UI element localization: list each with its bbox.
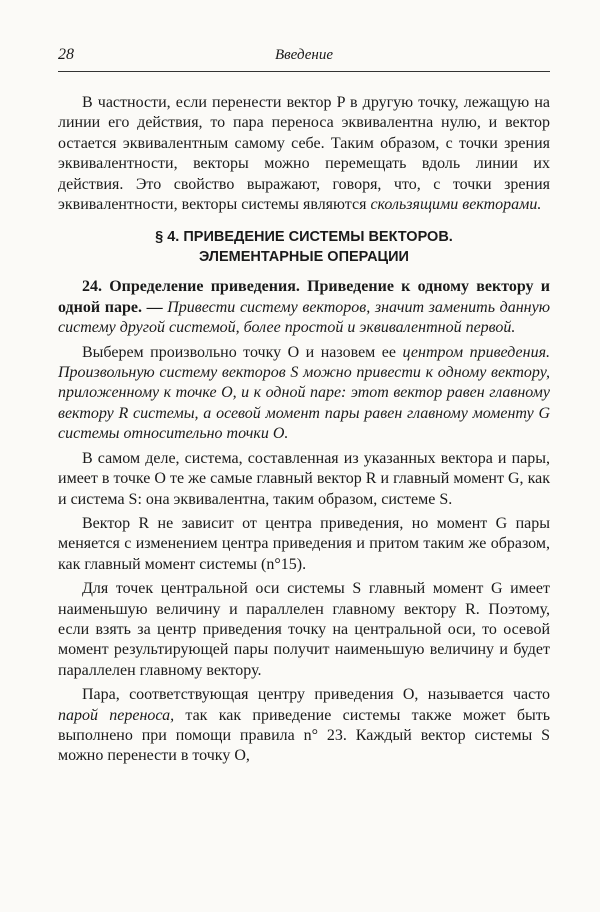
section-title-line-2: ЭЛЕМЕНТАРНЫЕ ОПЕРАЦИИ	[199, 249, 409, 266]
paragraph-2-italic: центром приведения. Произвольную систему векторов S можно привести к одному вектору, приложенному к точке O, и к одной паре: этот вектор равен главному вектору R системы, а осевой момент пары равен главному моменту G системы относительно точки O.	[58, 343, 551, 443]
item-24	[58, 277, 550, 338]
paragraph-1-italic: скользящими векторами.	[370, 196, 542, 214]
item-24-definition: Привести систему векторов, значит заменить данную систему другой системой, более простой и эквивалентной первой.	[58, 298, 550, 337]
paragraph-4: Вектор R не зависит от центра приведения, но момент G пары меняется с изменением центра приведения и притом таким же образом, как главный момент системы (n°15).	[58, 514, 550, 573]
item-24-heading: 24. Определение приведения. Приведение к одному вектору и одной паре. —	[58, 278, 550, 316]
paragraph-6	[58, 685, 550, 767]
page-header	[58, 44, 550, 68]
page-body	[58, 93, 550, 767]
paragraph-6-tail: так как приведение системы также может быть выполнено при помощи правила n° 23. Каждый вектор системы S можно перенести в точку O,	[58, 706, 551, 765]
paragraph-1-text: В частности, если перенести вектор P в другую точку, лежащую на линии его действия, то пара переноса эквивалентна нулю, и вектор остается эквивалентным самому себе. Таким образом, с точки зрения эквивалентности, векторы можно перемещать вдоль линии их действия. Это свойство выражают, говоря, что, с точки зрения эквивалентности, векторы системы являются	[58, 94, 550, 214]
paragraph-6-italic: парой переноса,	[58, 706, 175, 724]
paragraph-2-lead: Выберем произвольно точку O и назовем ее	[82, 343, 397, 361]
paragraph-6-lead: Пара, соответствующая центру приведения O, называется часто	[82, 686, 550, 704]
paragraph-5: Для точек центральной оси системы S главный момент G имеет наименьшую величину и параллелен главному вектору R. Поэтому, если взять за центр приведения точку на центральной оси, то осевой момент результирующей пары получит наименьшую величину и будет параллелен главному вектору.	[58, 580, 550, 679]
paragraph-2	[58, 343, 550, 445]
header-rule	[58, 71, 550, 72]
paragraph-3: В самом деле, система, составленная из указанных вектора и пары, имеет в точке O те же самые главный вектор R и главный момент G, как и система S: она эквивалентна, таким образом, системе S.	[58, 449, 550, 508]
paragraph-1	[58, 93, 550, 215]
running-title: Введение	[275, 47, 333, 63]
section-heading	[58, 227, 550, 267]
section-title-line-1: § 4. ПРИВЕДЕНИЕ СИСТЕМЫ ВЕКТОРОВ.	[155, 229, 453, 246]
page-number: 28	[58, 46, 74, 63]
